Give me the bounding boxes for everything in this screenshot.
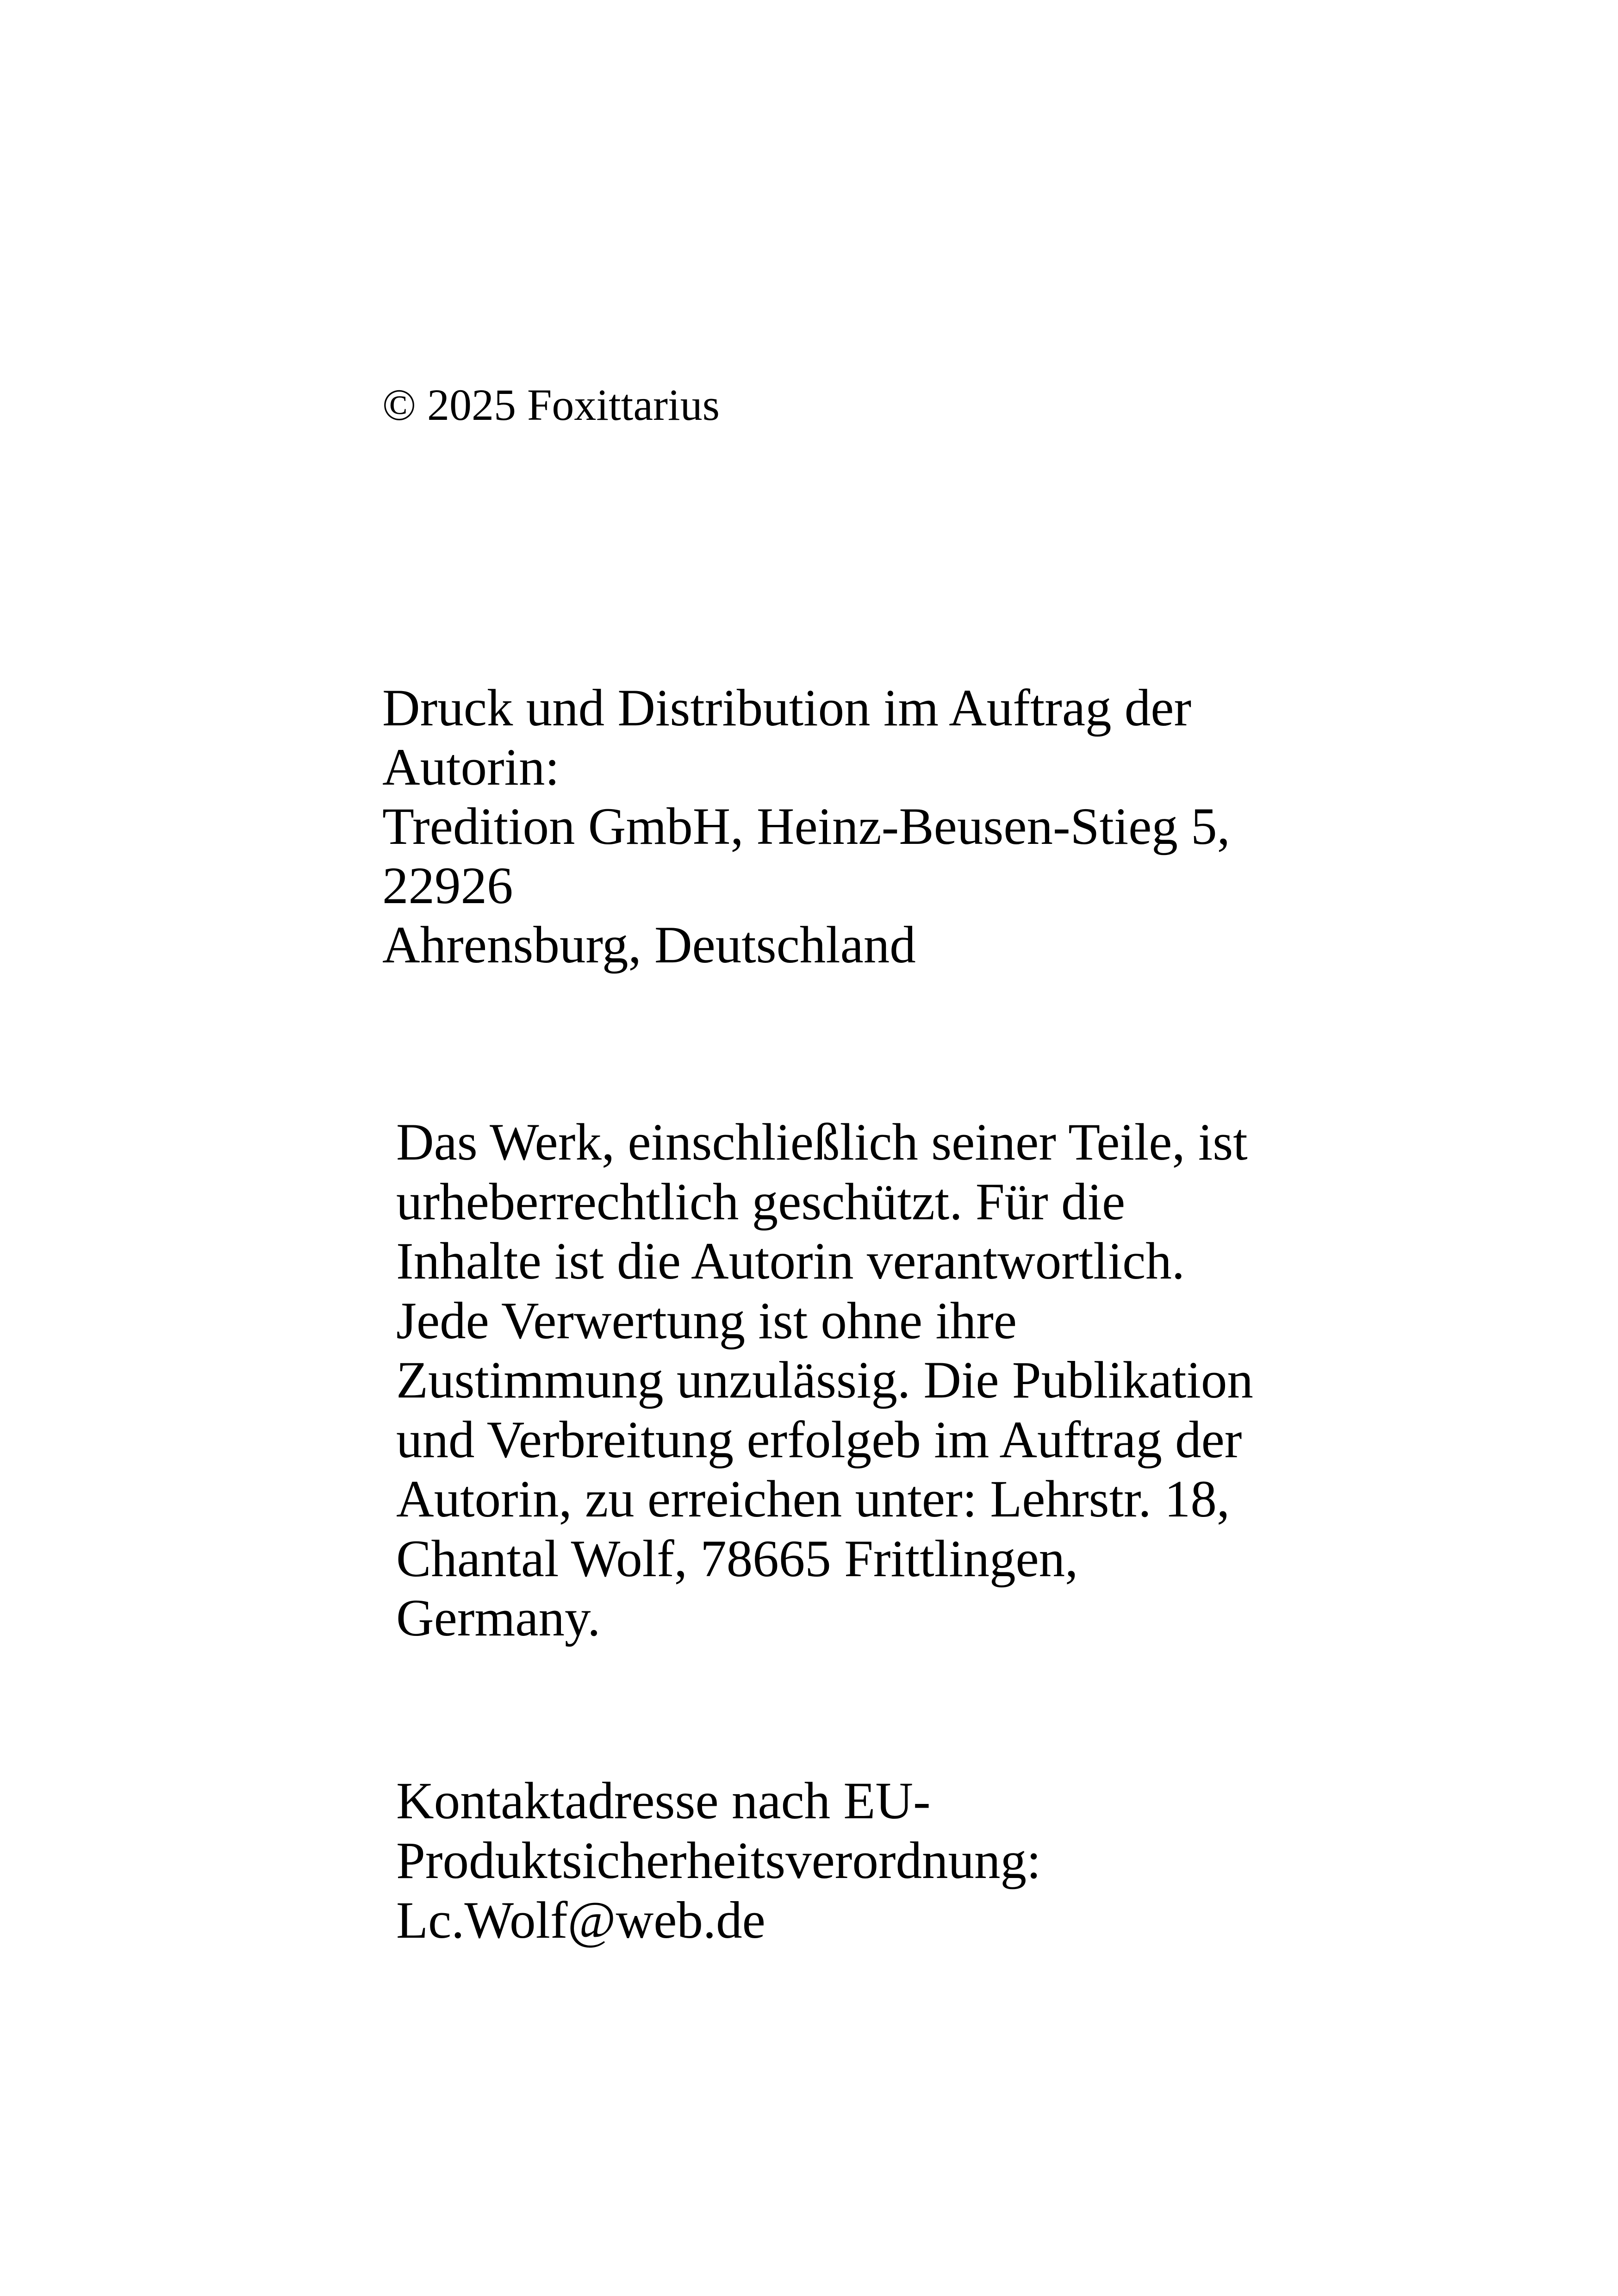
- contact-email: Lc.Wolf@web.de: [396, 1891, 765, 1949]
- rights-line: Inhalte ist die Autorin verantwortlich.: [396, 1232, 1185, 1290]
- imprint-line: Tredition GmbH, Heinz-Beusen-Stieg 5,: [382, 798, 1230, 855]
- rights-line: Das Werk, einschließlich seiner Teile, ist: [396, 1113, 1248, 1171]
- imprint-line: Druck und Distribution im Auftrag der: [382, 679, 1192, 737]
- contact-line: Produktsicherheitsverordnung:: [396, 1832, 1041, 1890]
- rights-line: urheberrechtlich geschützt. Für die: [396, 1173, 1126, 1231]
- imprint-block: [382, 679, 1230, 975]
- contact-block: [396, 1771, 1041, 1950]
- copyright-notice: © 2025 Foxittarius: [382, 380, 720, 430]
- rights-line: Jede Verwertung ist ohne ihre: [396, 1292, 1017, 1350]
- rights-line: Zustimmung unzulässig. Die Publikation: [396, 1351, 1253, 1409]
- imprint-line: Ahrensburg, Deutschland: [382, 916, 916, 974]
- imprint-line: Autorin:: [382, 738, 560, 796]
- rights-line: Chantal Wolf, 78665 Frittlingen,: [396, 1529, 1078, 1588]
- imprint-line: 22926: [382, 857, 513, 915]
- rights-line: Germany.: [396, 1589, 601, 1647]
- rights-notice: [396, 1113, 1253, 1648]
- contact-line: Kontaktadresse nach EU-: [396, 1772, 931, 1830]
- rights-line: Autorin, zu erreichen unter: Lehrstr. 18,: [396, 1470, 1230, 1528]
- rights-line: und Verbreitung erfolgeb im Auftrag der: [396, 1410, 1242, 1469]
